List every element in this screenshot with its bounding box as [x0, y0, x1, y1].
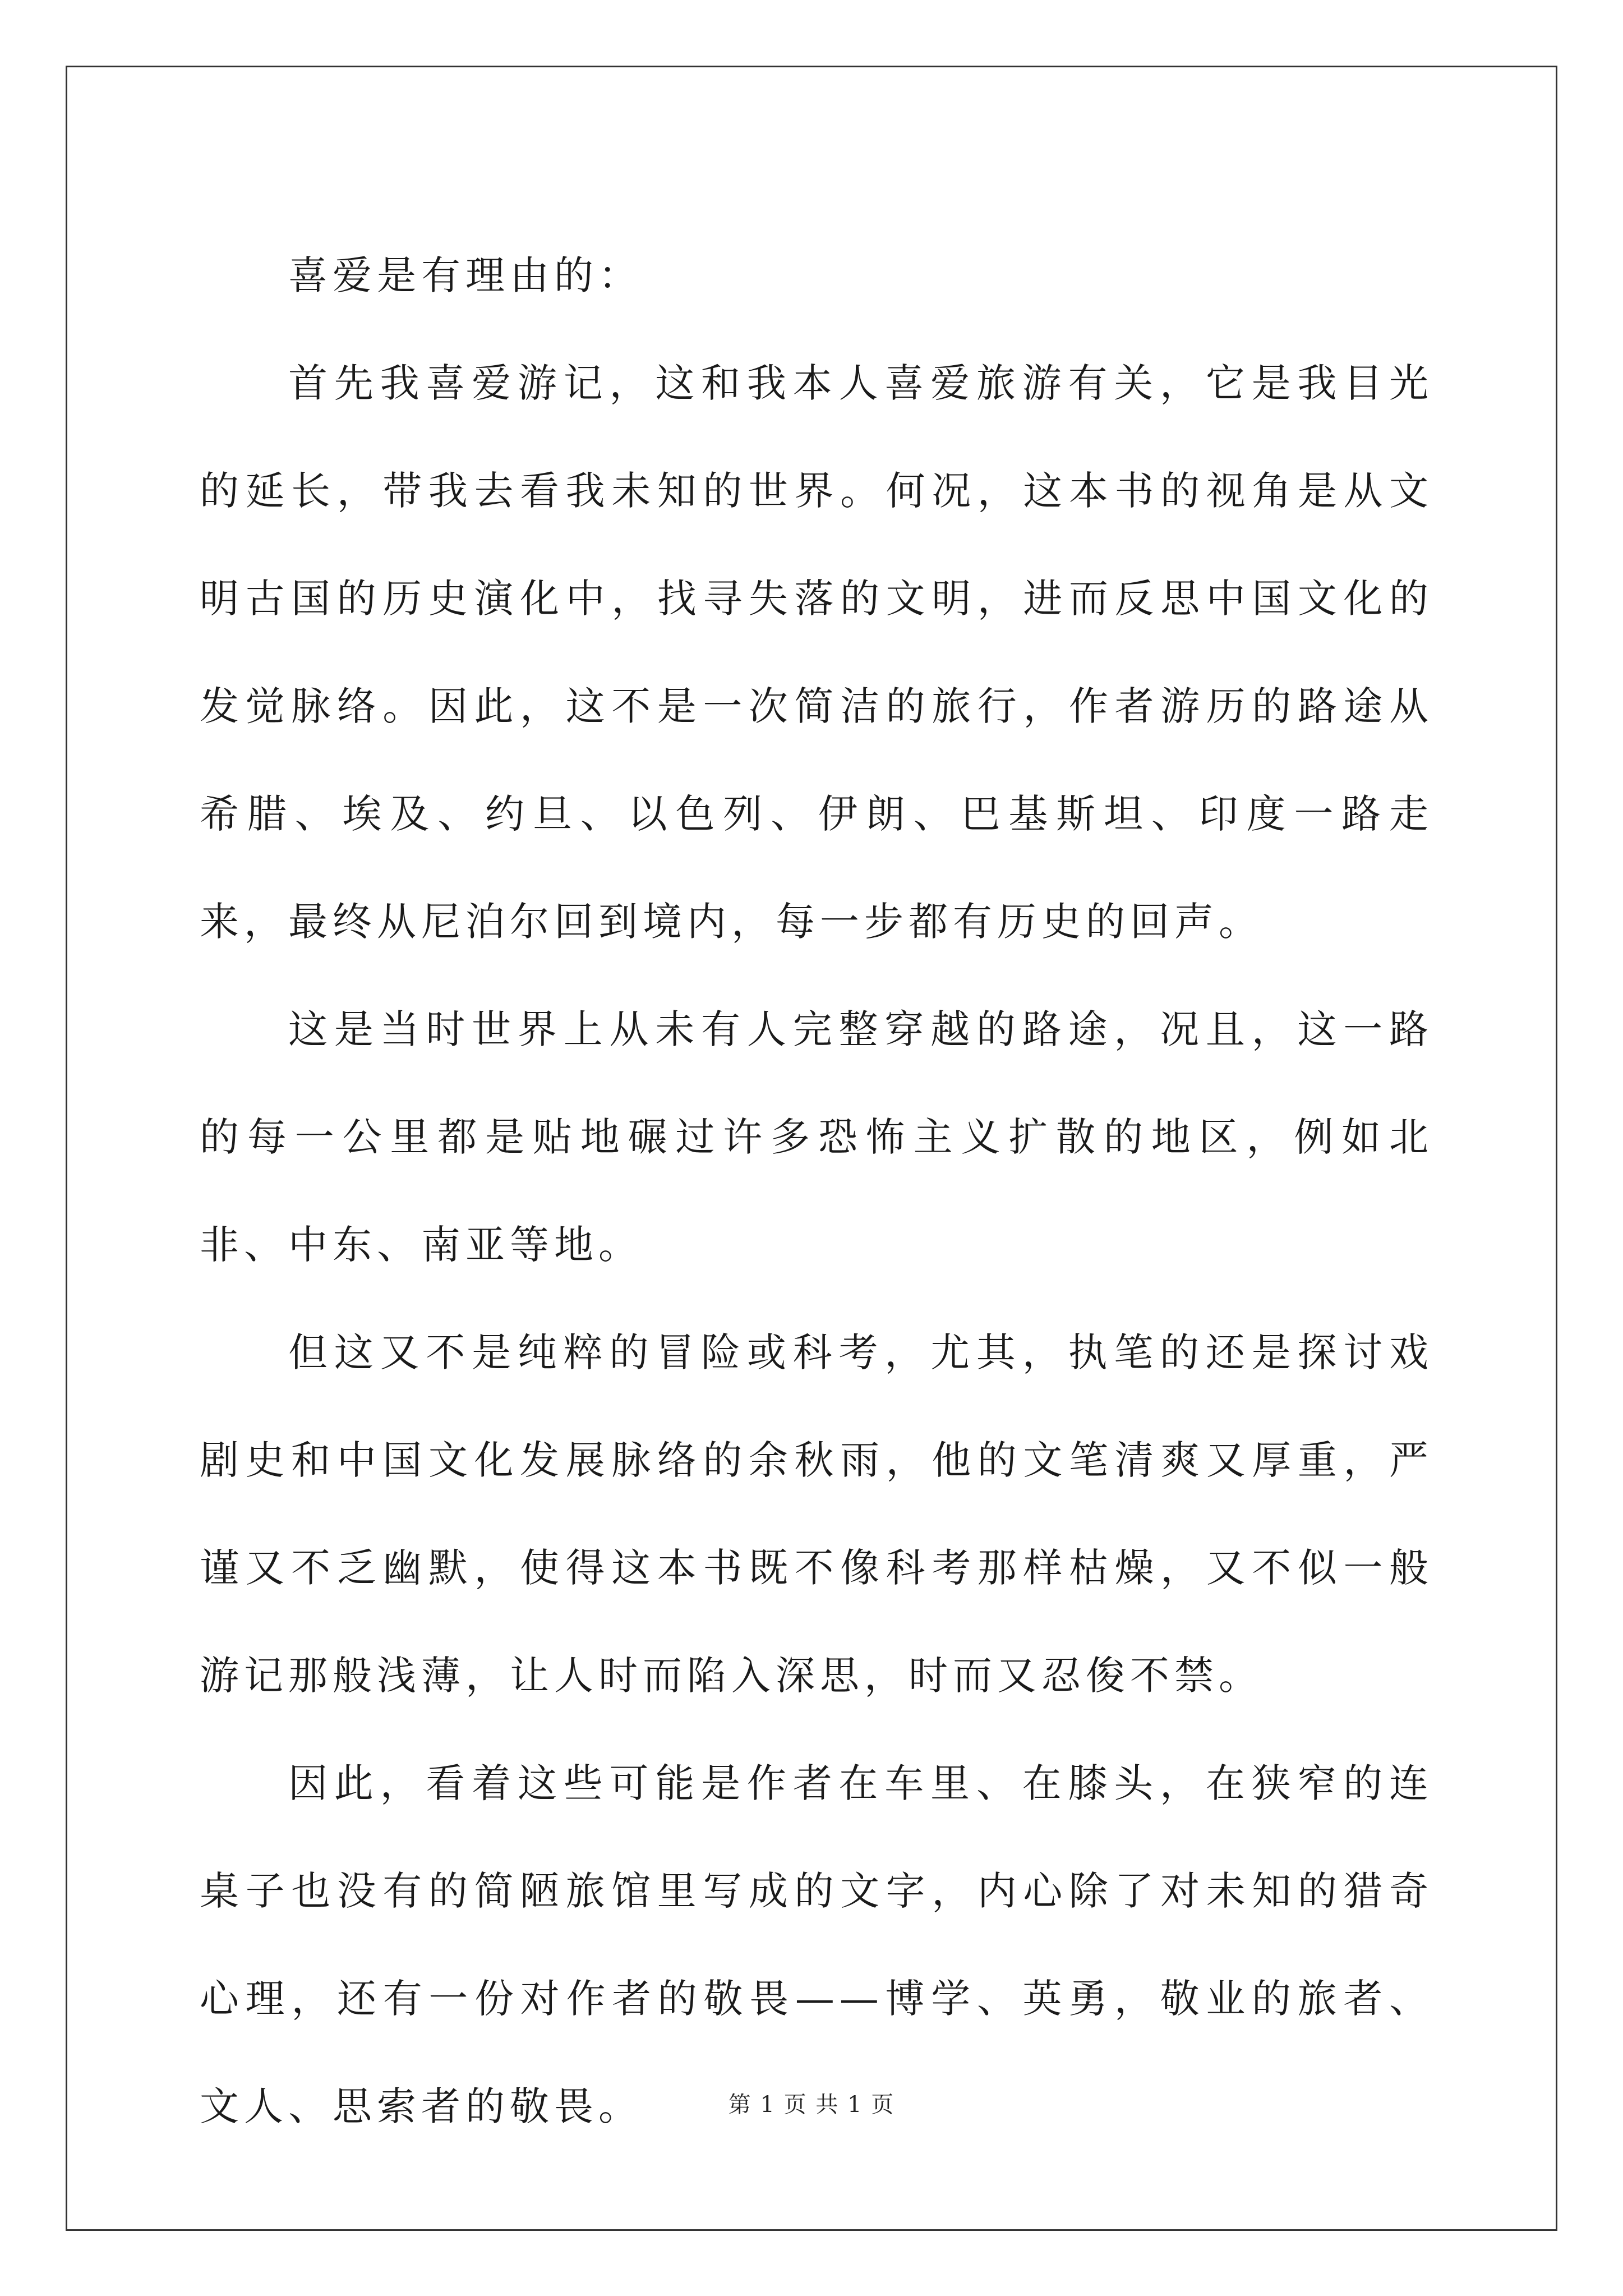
page-number-footer: 第 1 页 共 1 页: [728, 2092, 895, 2118]
document-body: [200, 222, 1433, 2160]
paragraph-intro: 喜爱是有理由的：: [288, 252, 643, 298]
paragraph-style: 但这又不是纯粹的冒险或科考，尤其，执笔的还是探讨戏剧史和中国文化发展脉络的余秋雨，他的文笔清爽又厚重，严谨又不乏幽默，使得这本书既不像科考那样枯燥，又不似一般游记那般浅薄，让人时而陷入深思，时而又忍俊不禁。: [200, 1329, 1433, 1699]
paragraph-route: 这是当时世界上从未有人完整穿越的路途，况且，这一路的每一公里都是贴地碾过许多恐怖主义扩散的地区，例如北非、中东、南亚等地。: [200, 1006, 1433, 1268]
paragraph-travelogue: 首先我喜爱游记，这和我本人喜爱旅游有关，它是我目光的延长，带我去看我未知的世界。何况，这本书的视角是从文明古国的历史演化中，找寻失落的文明，进而反思中国文化的发觉脉络。因此，这不是一次简洁的旅行，作者游历的路途从希腊、埃及、约旦、以色列、伊朗、巴基斯坦、印度一路走来，最终从尼泊尔回到境内，每一步都有历史的回声。: [200, 360, 1433, 945]
paragraph-respect: 因此，看着这些可能是作者在车里、在膝头，在狭窄的连桌子也没有的简陋旅馆里写成的文字，内心除了对未知的猎奇心理，还有一份对作者的敬畏——博学、英勇，敬业的旅者、文人、思索者的敬畏。: [200, 1760, 1433, 2129]
